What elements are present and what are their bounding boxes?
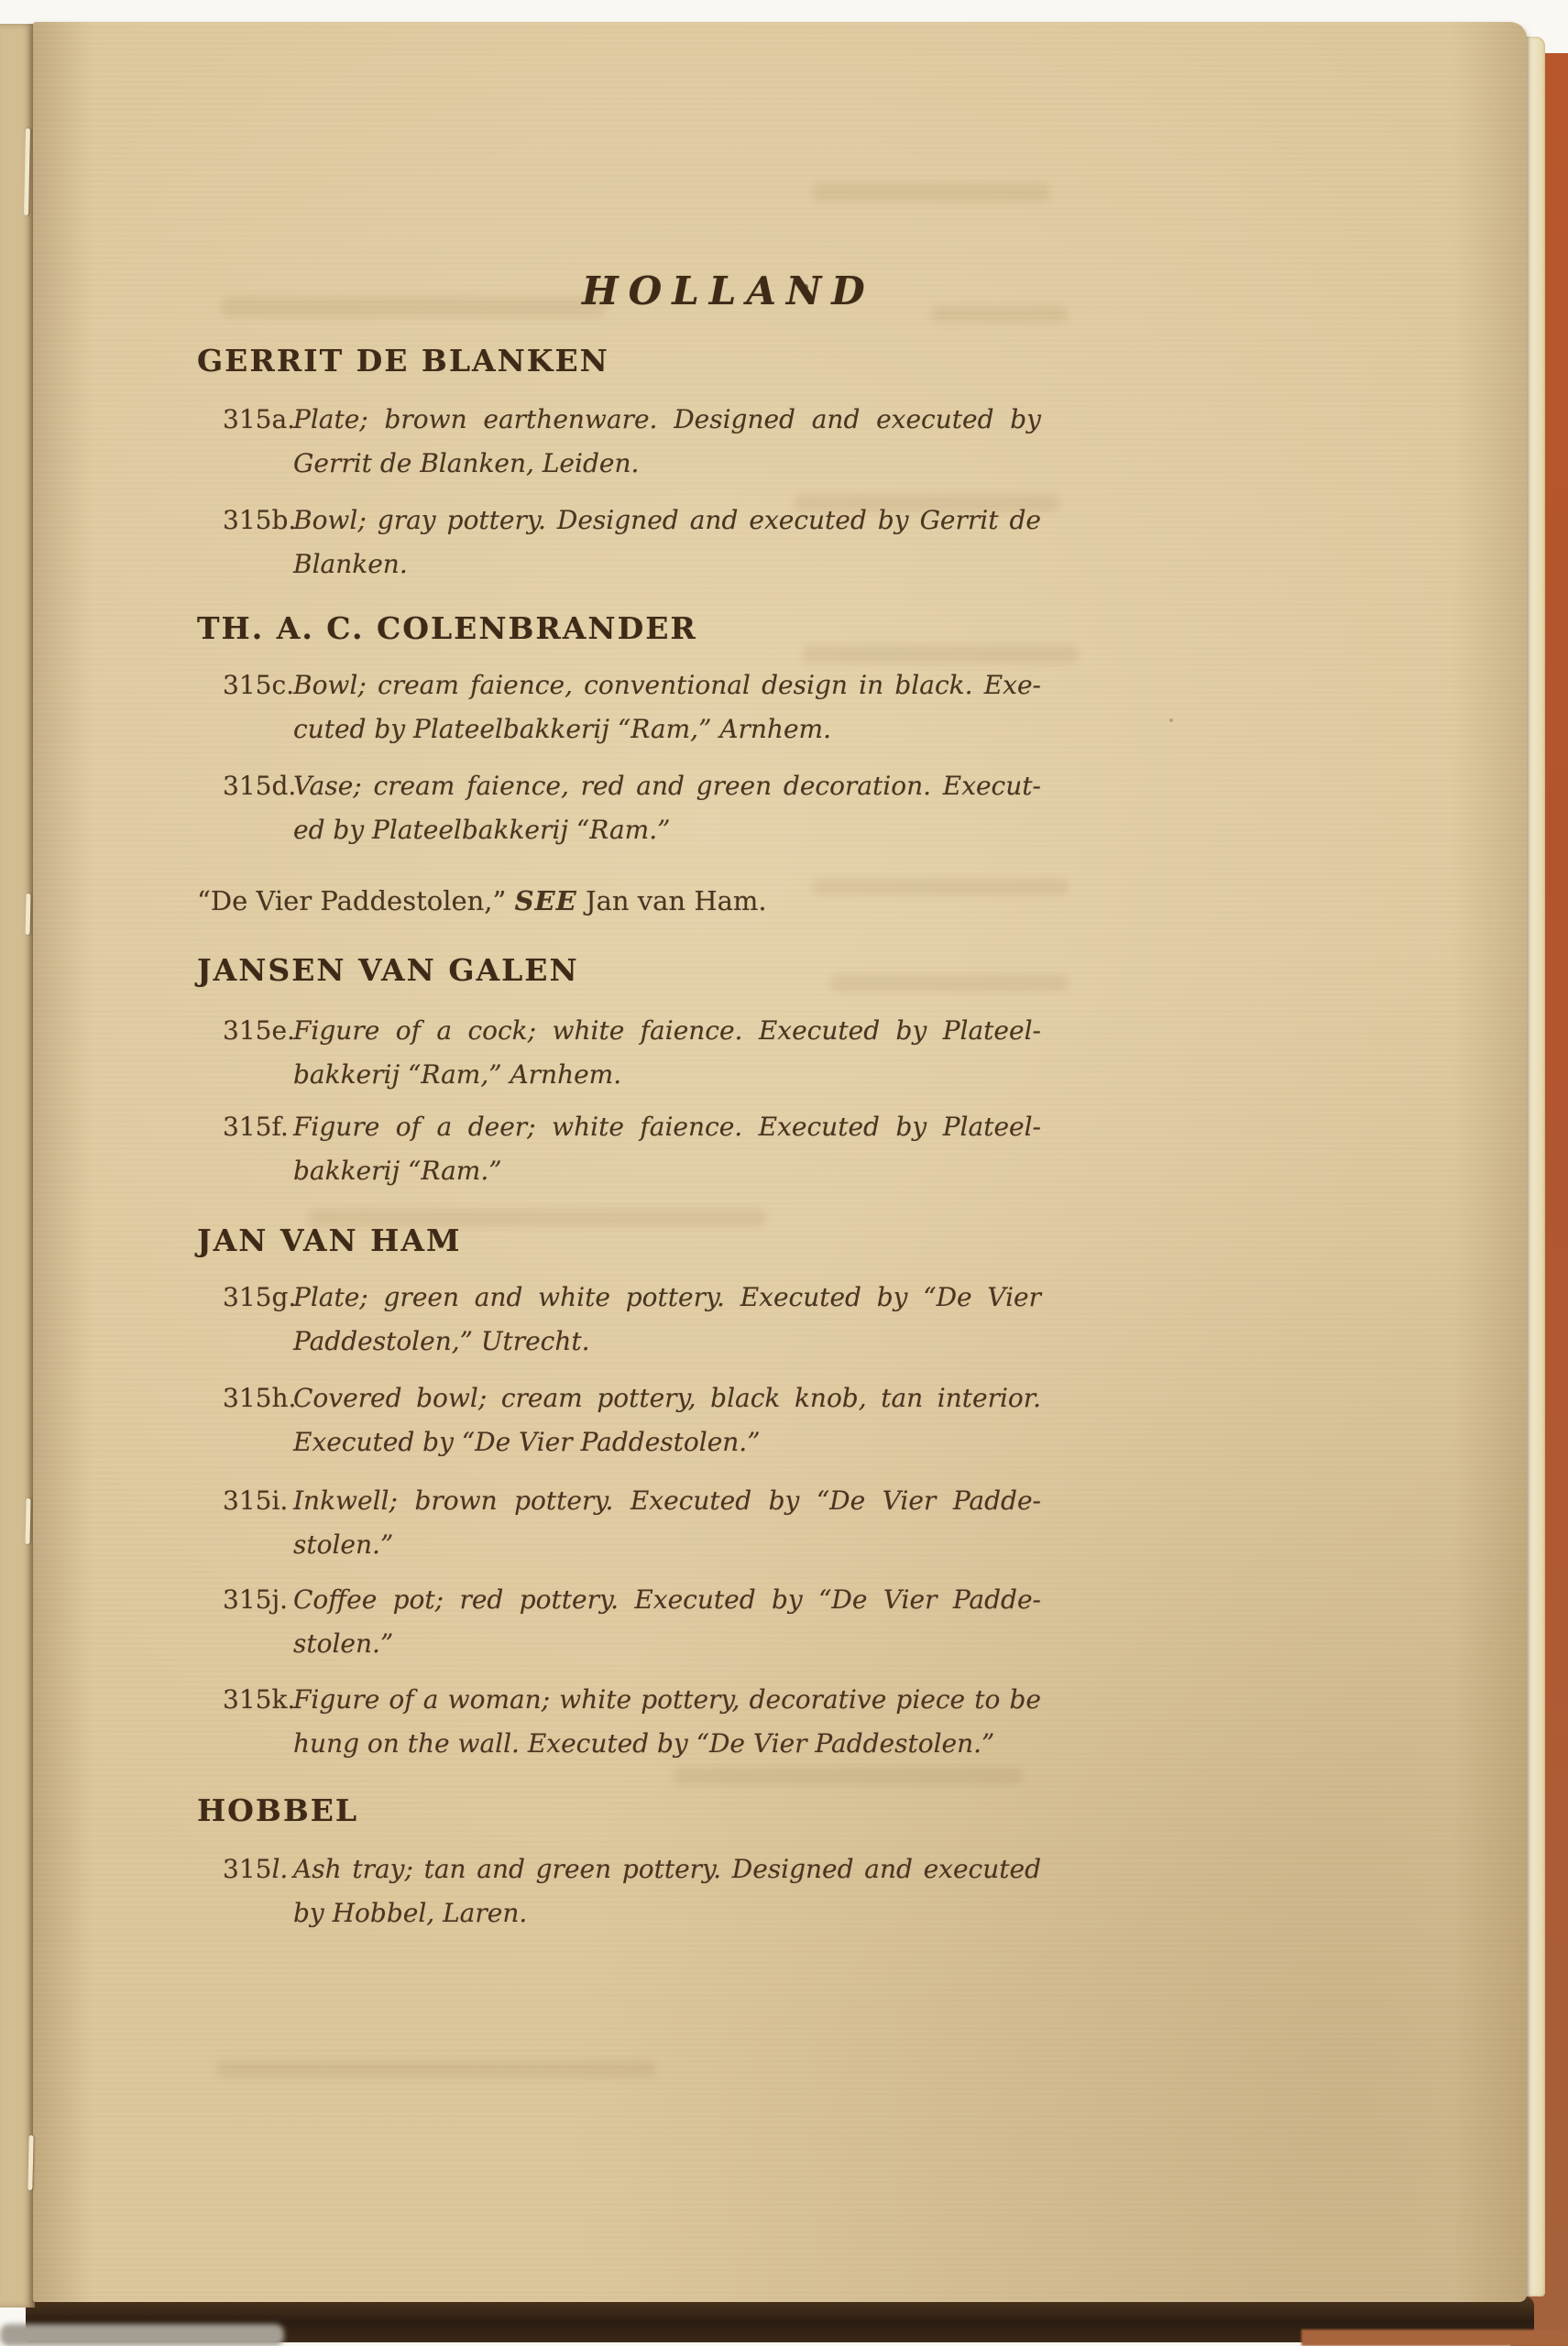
entry-number: 315c. (223, 670, 295, 700)
cross-reference-text: “De Vier Paddestolen,” (197, 885, 515, 916)
entry-number: 315a. (223, 404, 296, 434)
entry-description: Figure of a woman; white pottery, decorative piece to be hung on the wall. Executed by “De Vier Paddestolen.” (293, 1684, 1041, 1759)
catalog-entry (223, 1009, 1047, 1097)
entry-number: 315h. (223, 1383, 297, 1413)
entry-description: Bowl; gray pottery. Designed and executed by Gerrit de Blanken. (293, 505, 1041, 579)
show-through-smudge (803, 645, 1078, 663)
entry-description: Bowl; cream faience, conventional design in black. Exe- cuted by Plateelbakkerij “Ram,” Arnhem. (293, 670, 1041, 744)
previous-page-edge (0, 24, 35, 2308)
catalog-entry (223, 1678, 1047, 1766)
cross-reference-target: Jan van Ham. (576, 885, 767, 916)
catalog-entry (223, 398, 1047, 486)
entry-description: Figure of a deer; white faience. Executed by Plateel- bakkerij “Ram.” (293, 1112, 1041, 1186)
catalog-entry (223, 663, 1047, 751)
scan-bed-corner (0, 2324, 284, 2346)
show-through-smudge (931, 306, 1069, 323)
cross-reference (197, 882, 767, 919)
stitch-thread (25, 1498, 30, 1544)
entry-description: Plate; brown earthenware. Designed and executed by Gerrit de Blanken, Leiden. (293, 404, 1041, 478)
catalog-entry (223, 1376, 1047, 1464)
section-heading: TH. A. C. COLENBRANDER (197, 610, 697, 646)
entry-number: 315d. (223, 771, 297, 801)
catalog-entry (223, 764, 1047, 852)
show-through-smudge (830, 975, 1069, 992)
section-heading: GERRIT DE BLANKEN (197, 343, 609, 378)
entry-description: Vase; cream faience, red and green decoration. Execut- ed by Plateelbakkerij “Ram.” (293, 771, 1041, 845)
entry-number: 315j. (223, 1584, 289, 1615)
show-through-smudge (221, 297, 606, 317)
catalog-page (33, 22, 1527, 2302)
entry-description: Ash tray; tan and green pottery. Designed and executed by Hobbel, Laren. (293, 1854, 1041, 1928)
entry-number: 315f. (223, 1112, 289, 1142)
section-heading: HOBBEL (197, 1792, 359, 1828)
entry-number: 315k. (223, 1684, 296, 1715)
section-heading: JANSEN VAN GALEN (197, 952, 579, 988)
see-label: SEE (514, 885, 577, 916)
entry-number: 315e. (223, 1015, 295, 1046)
catalog-entry (223, 1276, 1047, 1364)
entry-number: 315i. (223, 1485, 289, 1516)
entry-description: Covered bowl; cream pottery, black knob, tan interior. Executed by “De Vier Paddestolen.” (293, 1383, 1041, 1457)
entry-number: 315g. (223, 1282, 297, 1312)
catalog-entry (223, 1578, 1047, 1666)
catalog-entry (223, 1847, 1047, 1935)
section-heading: JAN VAN HAM (197, 1222, 462, 1258)
entry-description: Figure of a cock; white faience. Executed by Plateel- bakkerij “Ram,” Arnhem. (293, 1015, 1041, 1090)
entry-description: Plate; green and white pottery. Executed by “De Vier Paddestolen,” Utrecht. (293, 1282, 1041, 1356)
entry-description: Coffee pot; red pottery. Executed by “De Vier Padde- stolen.” (293, 1584, 1041, 1659)
show-through-smudge (674, 1768, 1023, 1784)
catalog-entry (223, 1105, 1047, 1193)
show-through-smudge (812, 183, 1050, 202)
stitch-thread (26, 893, 31, 935)
catalog-entry (223, 499, 1047, 586)
show-through-smudge (812, 879, 1069, 895)
entry-number: 315b. (223, 505, 297, 535)
entry-number: 315l. (223, 1854, 289, 1884)
page-title: HOLLAND (582, 269, 875, 313)
catalog-entry (223, 1479, 1047, 1567)
show-through-smudge (216, 2061, 656, 2077)
ink-speck (1169, 718, 1173, 722)
cover-bottom-sliver (1301, 2330, 1568, 2346)
entry-description: Inkwell; brown pottery. Executed by “De Vier Padde- stolen.” (293, 1485, 1041, 1560)
